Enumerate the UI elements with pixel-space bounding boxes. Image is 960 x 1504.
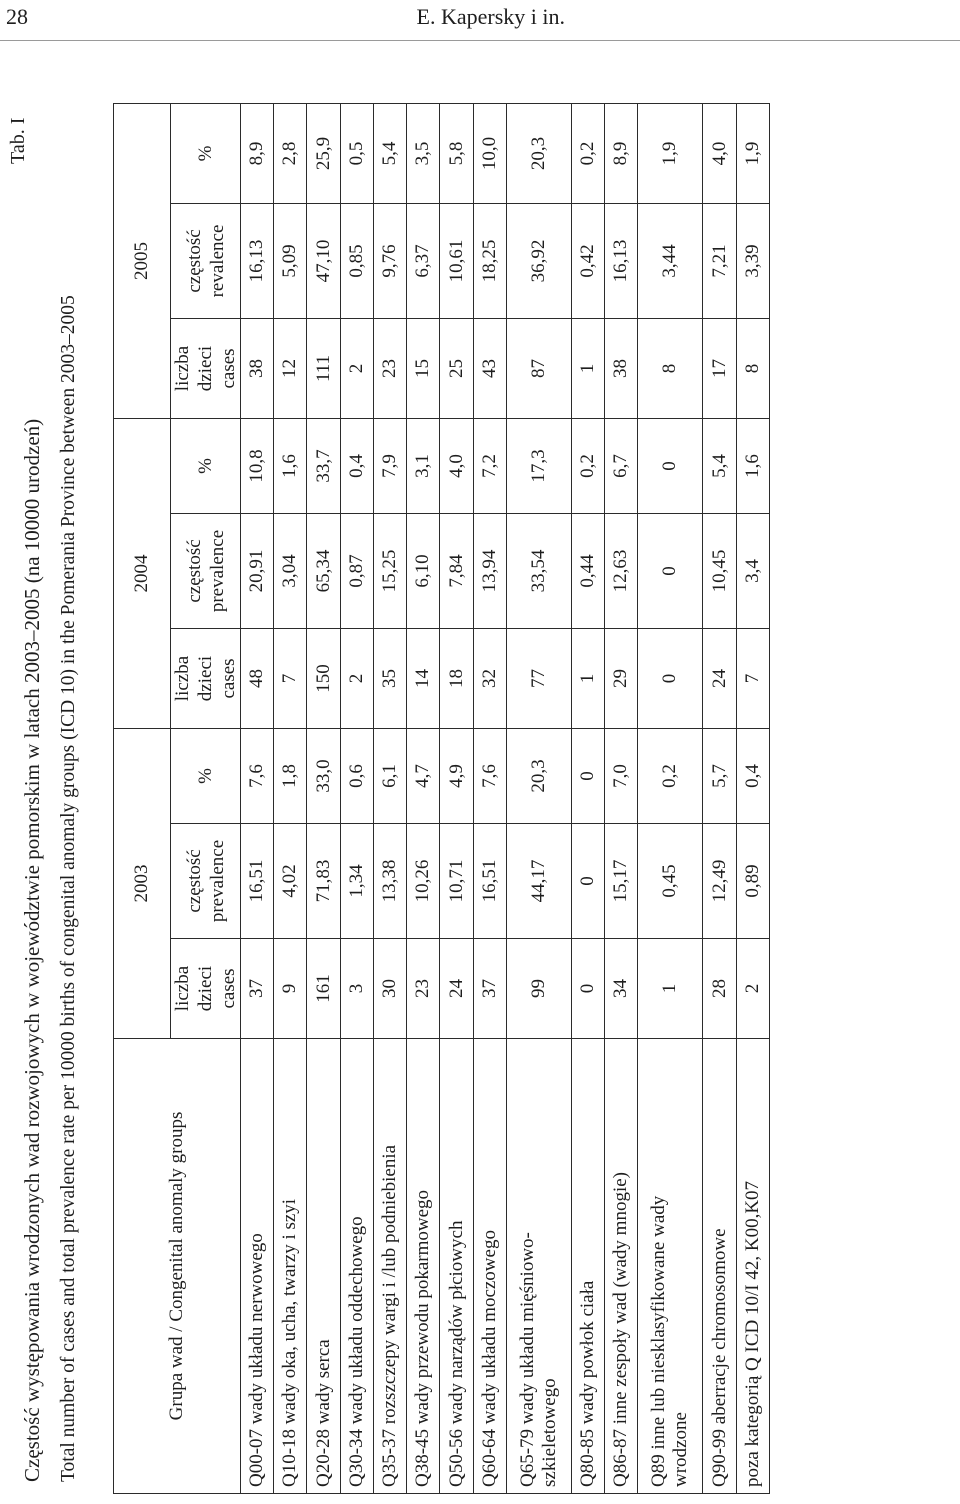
caption-polish: Częstość występowania wrodzonych wad rozwojowych w województwie pomorskim w latach 2003–2005 (na 10000 urodzeń) <box>20 418 44 1482</box>
value-cell: 16,13 <box>241 204 274 319</box>
value-cell: 20,3 <box>506 104 571 204</box>
value-cell: 16,13 <box>605 204 638 319</box>
header-line: % <box>195 145 216 162</box>
value-cell: 12,63 <box>605 514 638 629</box>
value-cell: 1,9 <box>736 104 769 204</box>
table-row <box>703 104 736 1494</box>
value-cell: 3 <box>340 939 373 1039</box>
value-cell: 7,6 <box>473 729 506 824</box>
value-cell: 5,09 <box>274 204 307 319</box>
table-row <box>736 104 769 1494</box>
value-cell: 32 <box>473 629 506 729</box>
value-cell: 0,42 <box>571 204 604 319</box>
value-cell: 17 <box>703 319 736 419</box>
value-cell: 16,51 <box>473 824 506 939</box>
value-cell: 25,9 <box>307 104 340 204</box>
value-cell: 1,8 <box>274 729 307 824</box>
value-cell: 15,25 <box>373 514 406 629</box>
header-line: cases <box>218 968 239 1009</box>
header-line: dzieci <box>195 965 216 1012</box>
value-cell: 24 <box>440 939 473 1039</box>
y2004-prevalence-header <box>171 514 241 629</box>
value-cell: 0 <box>638 514 703 629</box>
header-line: częstość <box>183 539 205 603</box>
value-cell: 1 <box>638 939 703 1039</box>
value-cell: 14 <box>407 629 440 729</box>
header-line: prevalence <box>206 839 228 923</box>
value-cell: 8 <box>736 319 769 419</box>
value-cell: 25 <box>440 319 473 419</box>
value-cell: 13,94 <box>473 514 506 629</box>
anomaly-group <box>605 1039 638 1494</box>
header-line: cases <box>218 658 239 699</box>
value-cell: 0,85 <box>340 204 373 319</box>
value-cell: 13,38 <box>373 824 406 939</box>
table-row <box>340 104 373 1494</box>
table-row <box>506 104 571 1494</box>
value-cell: 0,5 <box>340 104 373 204</box>
value-cell: 16,51 <box>241 824 274 939</box>
group-line: Q65-79 wady układu mięśniowo- <box>516 1232 538 1487</box>
table-row <box>241 104 274 1494</box>
value-cell: 2 <box>736 939 769 1039</box>
group-line: Q30-34 wady układu oddechowego <box>345 1216 367 1487</box>
value-cell: 1 <box>571 629 604 729</box>
anomaly-group <box>373 1039 406 1494</box>
value-cell: 24 <box>703 629 736 729</box>
y2005-prevalence-header <box>171 204 241 319</box>
value-cell: 5,4 <box>373 104 406 204</box>
header-line: revalence <box>206 224 228 298</box>
value-cell: 7,84 <box>440 514 473 629</box>
rotated-table-page <box>0 64 840 1504</box>
anomaly-group <box>638 1039 703 1494</box>
table-row <box>473 104 506 1494</box>
y2003-percent-header <box>171 729 241 824</box>
group-line: Q50-56 wady narządów płciowych <box>445 1220 467 1487</box>
table-row <box>407 104 440 1494</box>
value-cell: 1,9 <box>638 104 703 204</box>
anomaly-group <box>736 1039 769 1494</box>
value-cell: 111 <box>307 319 340 419</box>
value-cell: 30 <box>373 939 406 1039</box>
anomaly-group <box>440 1039 473 1494</box>
value-cell: 37 <box>241 939 274 1039</box>
value-cell: 87 <box>506 319 571 419</box>
value-cell: 0,4 <box>736 729 769 824</box>
header-line: % <box>195 458 216 474</box>
value-cell: 0,89 <box>736 824 769 939</box>
table-row <box>307 104 340 1494</box>
table-label: Tab. I <box>7 117 29 164</box>
value-cell: 6,37 <box>407 204 440 319</box>
page-number: 28 <box>6 4 28 29</box>
value-cell: 7 <box>736 629 769 729</box>
value-cell: 33,0 <box>307 729 340 824</box>
table-row <box>440 104 473 1494</box>
value-cell: 20,3 <box>506 729 571 824</box>
table-row <box>571 104 604 1494</box>
value-cell: 3,04 <box>274 514 307 629</box>
anomaly-group <box>506 1039 571 1494</box>
value-cell: 15,17 <box>605 824 638 939</box>
value-cell: 0,44 <box>571 514 604 629</box>
value-cell: 1 <box>571 319 604 419</box>
value-cell: 4,02 <box>274 824 307 939</box>
group-line: Q90-99 aberracje chromosomowe <box>708 1228 730 1487</box>
y2004-cases-header <box>171 629 241 729</box>
value-cell: 29 <box>605 629 638 729</box>
y2003-prevalence-header <box>171 824 241 939</box>
value-cell: 3,1 <box>407 419 440 514</box>
value-cell: 0,2 <box>638 729 703 824</box>
value-cell: 33,7 <box>307 419 340 514</box>
group-line: poza kategorią Q ICD 10/I 42, K00,K07 <box>741 1180 763 1487</box>
group-line: wrodzone <box>670 1412 692 1487</box>
value-cell: 43 <box>473 319 506 419</box>
value-cell: 18 <box>440 629 473 729</box>
value-cell: 9,76 <box>373 204 406 319</box>
value-cell: 10,45 <box>703 514 736 629</box>
value-cell: 0,45 <box>638 824 703 939</box>
group-line: Q86-87 inne zespoły wad (wady mnogie) <box>610 1171 632 1487</box>
value-cell: 71,83 <box>307 824 340 939</box>
value-cell: 8 <box>638 319 703 419</box>
running-author: E. Kapersky i in. <box>416 4 565 29</box>
value-cell: 2 <box>340 629 373 729</box>
value-cell: 1,34 <box>340 824 373 939</box>
group-line: Q20-28 wady serca <box>312 1339 334 1487</box>
header-line: dzieci <box>195 345 216 392</box>
value-cell: 0 <box>571 939 604 1039</box>
value-cell: 8,9 <box>605 104 638 204</box>
value-cell: 7 <box>274 629 307 729</box>
value-cell: 0 <box>638 629 703 729</box>
value-cell: 7,0 <box>605 729 638 824</box>
value-cell: 5,8 <box>440 104 473 204</box>
value-cell: 10,26 <box>407 824 440 939</box>
y2005-cases-header <box>171 319 241 419</box>
value-cell: 7,21 <box>703 204 736 319</box>
anomaly-group <box>473 1039 506 1494</box>
value-cell: 9 <box>274 939 307 1039</box>
header-line: częstość <box>183 229 205 293</box>
value-cell: 3,39 <box>736 204 769 319</box>
value-cell: 38 <box>241 319 274 419</box>
value-cell: 1,6 <box>736 419 769 514</box>
value-cell: 4,9 <box>440 729 473 824</box>
value-cell: 6,1 <box>373 729 406 824</box>
value-cell: 6,10 <box>407 514 440 629</box>
value-cell: 20,91 <box>241 514 274 629</box>
value-cell: 0 <box>638 419 703 514</box>
group-line: Q00-07 wady układu nerwowego <box>246 1233 268 1487</box>
group-line: Q38-45 wady przewodu pokarmowego <box>412 1189 434 1487</box>
value-cell: 33,54 <box>506 514 571 629</box>
header-line: dzieci <box>195 655 216 702</box>
page-header <box>0 0 960 41</box>
table-row <box>274 104 307 1494</box>
value-cell: 23 <box>407 939 440 1039</box>
caption-english: Total number of cases and total prevalence rate per 10000 births of congenital anomaly groups (ICD 10) in the Pomerania Province between 2003–2005 <box>58 295 79 1482</box>
value-cell: 28 <box>703 939 736 1039</box>
y2003-cases-header <box>171 939 241 1039</box>
value-cell: 7,9 <box>373 419 406 514</box>
value-cell: 3,4 <box>736 514 769 629</box>
value-cell: 2 <box>340 319 373 419</box>
value-cell: 0,4 <box>340 419 373 514</box>
value-cell: 77 <box>506 629 571 729</box>
value-cell: 0,6 <box>340 729 373 824</box>
value-cell: 34 <box>605 939 638 1039</box>
y2005-percent-header <box>171 104 241 204</box>
value-cell: 0 <box>571 729 604 824</box>
value-cell: 7,6 <box>241 729 274 824</box>
anomaly-group <box>274 1039 307 1494</box>
value-cell: 17,3 <box>506 419 571 514</box>
value-cell: 4,0 <box>703 104 736 204</box>
value-cell: 44,17 <box>506 824 571 939</box>
header-line: % <box>195 768 216 784</box>
group-line: szkieletowego <box>538 1378 560 1487</box>
value-cell: 18,25 <box>473 204 506 319</box>
value-cell: 161 <box>307 939 340 1039</box>
year-2003: 2003 <box>114 729 171 1039</box>
anomaly-table <box>113 103 770 1494</box>
value-cell: 15 <box>407 319 440 419</box>
y2004-percent-header <box>171 419 241 514</box>
anomaly-group <box>407 1039 440 1494</box>
value-cell: 47,10 <box>307 204 340 319</box>
table-row <box>373 104 406 1494</box>
value-cell: 48 <box>241 629 274 729</box>
value-cell: 5,4 <box>703 419 736 514</box>
anomaly-group <box>571 1039 604 1494</box>
value-cell: 3,44 <box>638 204 703 319</box>
value-cell: 23 <box>373 319 406 419</box>
group-header: Grupa wad / Congenital anomaly groups <box>114 1039 241 1494</box>
value-cell: 8,9 <box>241 104 274 204</box>
value-cell: 10,8 <box>241 419 274 514</box>
value-cell: 10,71 <box>440 824 473 939</box>
anomaly-group <box>241 1039 274 1494</box>
value-cell: 0,2 <box>571 104 604 204</box>
value-cell: 36,92 <box>506 204 571 319</box>
value-cell: 10,61 <box>440 204 473 319</box>
value-cell: 6,7 <box>605 419 638 514</box>
year-2005: 2005 <box>114 104 171 419</box>
value-cell: 37 <box>473 939 506 1039</box>
value-cell: 4,0 <box>440 419 473 514</box>
value-cell: 0,2 <box>571 419 604 514</box>
header-line: częstość <box>183 849 205 913</box>
anomaly-group <box>307 1039 340 1494</box>
value-cell: 0,87 <box>340 514 373 629</box>
group-line: Q35-37 rozszczepy wargi i /lub podniebienia <box>379 1144 401 1487</box>
table-row <box>638 104 703 1494</box>
value-cell: 0 <box>571 824 604 939</box>
header-line: liczba <box>172 655 193 702</box>
value-cell: 4,7 <box>407 729 440 824</box>
value-cell: 7,2 <box>473 419 506 514</box>
value-cell: 65,34 <box>307 514 340 629</box>
year-2004: 2004 <box>114 419 171 729</box>
value-cell: 35 <box>373 629 406 729</box>
value-cell: 2,8 <box>274 104 307 204</box>
group-line: Q60-64 wady układu moczowego <box>478 1230 500 1487</box>
header-line: prevalence <box>206 529 228 613</box>
value-cell: 5,7 <box>703 729 736 824</box>
value-cell: 10,0 <box>473 104 506 204</box>
value-cell: 150 <box>307 629 340 729</box>
header-line: cases <box>218 348 239 389</box>
group-line: Q10-18 wady oka, ucha, twarzy i szyi <box>279 1198 301 1487</box>
value-cell: 38 <box>605 319 638 419</box>
table-row <box>605 104 638 1494</box>
header-line: liczba <box>172 965 193 1012</box>
group-line: Q80-85 wady powłok ciała <box>577 1280 599 1487</box>
value-cell: 3,5 <box>407 104 440 204</box>
header-line: liczba <box>172 345 193 392</box>
group-line: Q89 inne lub niesklasyfikowane wady <box>648 1195 670 1487</box>
table-body <box>241 104 770 1494</box>
value-cell: 12 <box>274 319 307 419</box>
anomaly-group <box>340 1039 373 1494</box>
value-cell: 12,49 <box>703 824 736 939</box>
value-cell: 1,6 <box>274 419 307 514</box>
value-cell: 99 <box>506 939 571 1039</box>
anomaly-group <box>703 1039 736 1494</box>
